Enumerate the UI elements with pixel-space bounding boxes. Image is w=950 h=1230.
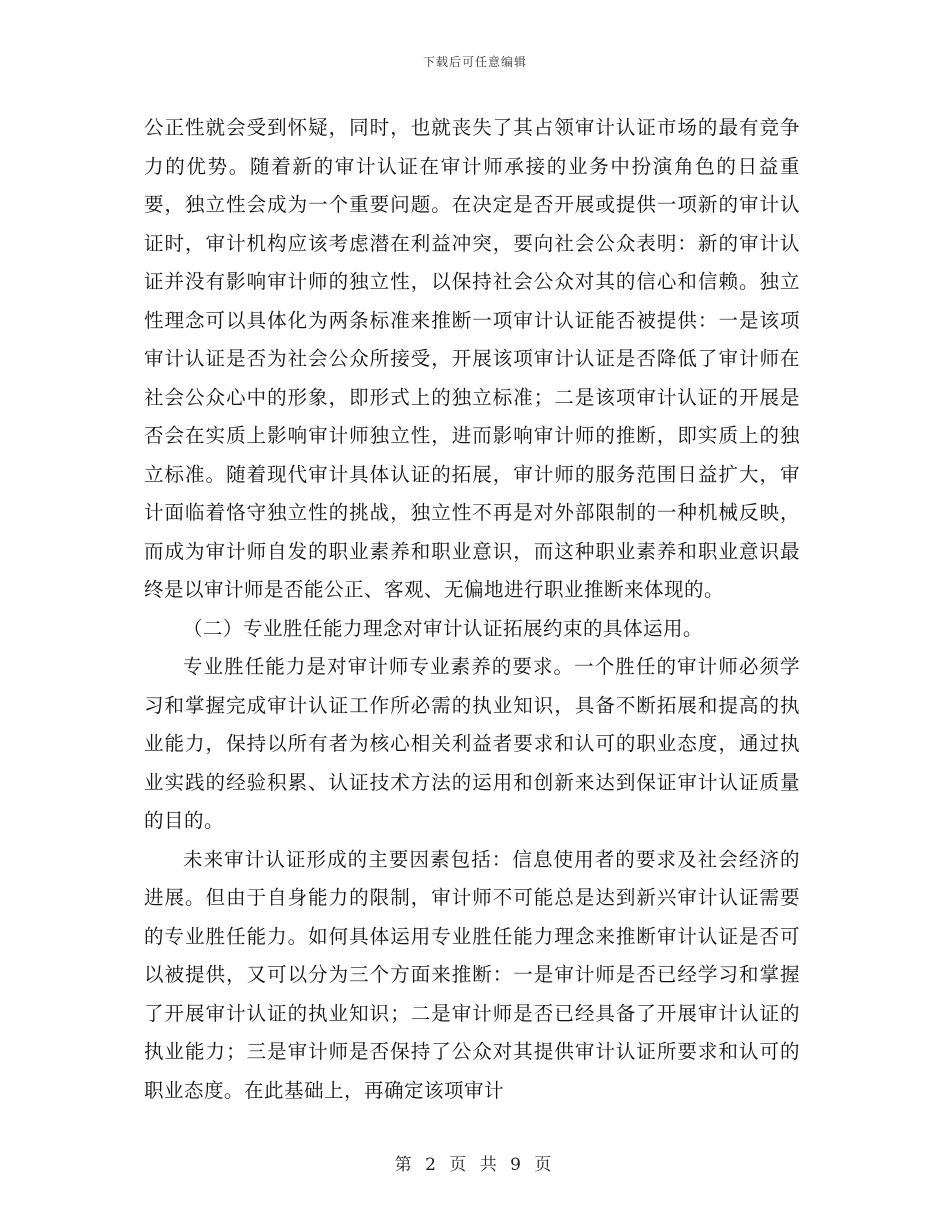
page-number: 第 2 页 共 9 页 [394, 1155, 556, 1175]
paragraph: 专业胜任能力是对审计师专业素养的要求。一个胜任的审计师必须学习和掌握完成审计认证工作所必需的执业知识，具备不断拓展和提高的执业能力，保持以所有者为核心相关利益者要求和认可的职业态度，通过执业实践的经验积累、认证技术方法的运用和创新来达到保证审计认证质量的目的。 [144, 655, 800, 832]
paragraph-continued: 公正性就会受到怀疑，同时，也就丧失了其占领审计认证市场的最有竞争力的优势。随着新的审计认证在审计师承接的业务中扮演角色的日益重要，独立性会成为一个重要问题。在决定是否开展或提供一项新的审计认证时，审计机构应该考虑潜在利益冲突，要向社会公众表明：新的审计认证并没有影响审计师的独立性，以保持社会公众对其的信心和信赖。独立性理念可以具体化为两条标准来推断一项审计认证能否被提供：一是该项审计认证是否为社会公众所接受，开展该项审计认证是否降低了审计师在社会公众心中的形象，即形式上的独立标准；二是该项审计认证的开展是否会在实质上影响审计师独立性，进而影响审计师的推断，即实质上的独立标准。随着现代审计具体认证的拓展，审计师的服务范围日益扩大，审计面临着恪守独立性的挑战，独立性不再是对外部限制的一种机械反映，而成为审计师自发的职业素养和职业意识，而这种职业素养和职业意识最终是以审计师是否能公正、客观、无偏地进行职业推断来体现的。 [144, 116, 800, 601]
page-header-note: 下载后可任意编辑 [422, 55, 527, 69]
paragraph: 未来审计认证形成的主要因素包括：信息使用者的要求及社会经济的进展。但由于自身能力的限制，审计师不可能总是达到新兴审计认证需要的专业胜任能力。如何具体运用专业胜任能力理念来推断审计认证是否可以被提供，又可以分为三个方面来推断：一是审计师是否已经学习和掌握了开展审计认证的执业知识；二是审计师是否已经具备了开展审计认证的执业能力；三是审计师是否保持了公众对其提供审计认证所要求和认可的职业态度。在此基础上，再确定该项审计 [144, 847, 800, 1102]
document-body [144, 109, 800, 1110]
section-heading: （二）专业胜任能力理念对审计认证拓展约束的具体运用。 [183, 616, 704, 640]
